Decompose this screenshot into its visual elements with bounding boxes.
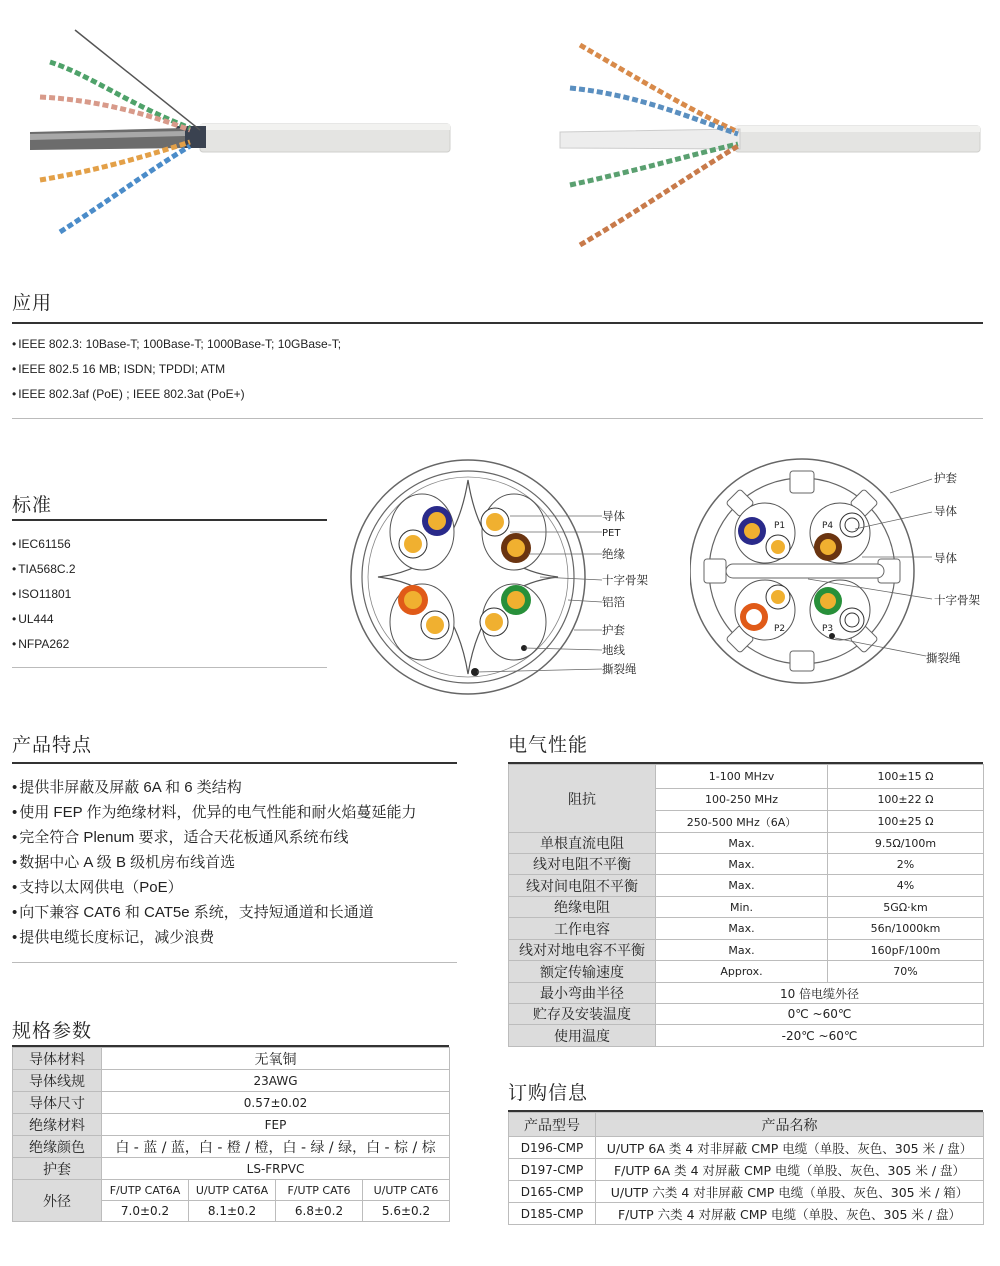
- param-value: 70%: [828, 961, 984, 983]
- table-row: [509, 983, 984, 1004]
- table-row: [13, 1070, 450, 1092]
- label-jacket: 护套: [934, 471, 957, 485]
- spec-label: 导体材料: [13, 1048, 102, 1070]
- label-conductor: 导体: [934, 504, 957, 518]
- table-row: [509, 1137, 984, 1159]
- param-cond: Approx.: [656, 961, 828, 983]
- impedance-freq: 1-100 MHzv: [656, 765, 828, 789]
- param-value: 10 倍电缆外径: [656, 983, 984, 1004]
- model-cell: D196-CMP: [509, 1137, 596, 1159]
- table-row: [509, 1203, 984, 1225]
- od-value: 8.1±0.2: [189, 1201, 276, 1222]
- table-row: [13, 1180, 450, 1201]
- cable-photos: [0, 0, 1000, 270]
- electrical-title: 电气性能: [508, 734, 589, 756]
- param-cond: Max.: [656, 833, 828, 854]
- application-list: [12, 332, 341, 407]
- od-value: 6.8±0.2: [276, 1201, 363, 1222]
- table-row: [13, 1048, 450, 1070]
- list-item: • 提供非屏蔽及屏蔽 6A 和 6 类结构: [12, 775, 417, 800]
- header-name: 产品名称: [596, 1113, 984, 1137]
- od-type: U/UTP CAT6: [363, 1180, 450, 1201]
- spec-label: 导体尺寸: [13, 1092, 102, 1114]
- name-cell: F/UTP 六类 4 对屏蔽 CMP 电缆（单股、灰色、305 米 / 盘）: [596, 1203, 984, 1225]
- spec-value: 23AWG: [102, 1070, 450, 1092]
- param-cond: Max.: [656, 918, 828, 940]
- spec-label: 护套: [13, 1158, 102, 1180]
- od-value: 7.0±0.2: [102, 1201, 189, 1222]
- list-item: • 向下兼容 CAT6 和 CAT5e 系统，支持短通道和长通道: [12, 900, 417, 925]
- param-label: 线对对地电容不平衡: [509, 940, 656, 961]
- header-model: 产品型号: [509, 1113, 596, 1137]
- od-value: 5.6±0.2: [363, 1201, 450, 1222]
- standards-rule: [12, 519, 327, 521]
- list-item: • 使用 FEP 作为绝缘材料，优异的电气性能和耐火焰蔓延能力: [12, 800, 417, 825]
- impedance-value: 100±25 Ω: [828, 811, 984, 833]
- param-value: 5GΩ·km: [828, 897, 984, 918]
- table-row: [509, 897, 984, 918]
- table-row: [13, 1158, 450, 1180]
- list-item: • 支持以太网供电（PoE）: [12, 875, 417, 900]
- param-cond: Max.: [656, 854, 828, 875]
- label-foil: 铝箔: [602, 595, 625, 609]
- param-label: 使用温度: [509, 1025, 656, 1047]
- list-item: • ISO11801: [12, 582, 76, 607]
- param-label: 线对间电阻不平衡: [509, 875, 656, 897]
- spec-value: FEP: [102, 1114, 450, 1136]
- table-row: [509, 961, 984, 983]
- param-cond: Max.: [656, 875, 828, 897]
- impedance-freq: 250-500 MHz（6A）: [656, 811, 828, 833]
- param-value: 4%: [828, 875, 984, 897]
- specs-table: [12, 1047, 450, 1222]
- model-cell: D197-CMP: [509, 1159, 596, 1181]
- standards-list: [12, 532, 76, 657]
- list-item: • IEEE 802.3af (PoE) ; IEEE 802.3at (PoE+): [12, 382, 341, 407]
- shielded-cross-section: [340, 450, 670, 710]
- table-row: [13, 1092, 450, 1114]
- param-value: -20℃ ~60℃: [656, 1025, 984, 1047]
- features-bottom-rule: [12, 962, 457, 963]
- label-insulation: 绝缘: [602, 547, 625, 561]
- param-label: 绝缘电阻: [509, 897, 656, 918]
- electrical-table: [508, 764, 984, 1047]
- list-item: • 完全符合 Plenum 要求，适合天花板通风系统布线: [12, 825, 417, 850]
- label-jacket: 护套: [602, 623, 625, 637]
- param-label: 线对电阻不平衡: [509, 854, 656, 875]
- spec-label-od: 外径: [13, 1180, 102, 1222]
- list-item: • IEEE 802.5 16 MB; ISDN; TPDDI; ATM: [12, 357, 341, 382]
- table-row: [13, 1136, 450, 1158]
- impedance-freq: 100-250 MHz: [656, 789, 828, 811]
- spec-value: 0.57±0.02: [102, 1092, 450, 1114]
- param-value: 9.5Ω/100m: [828, 833, 984, 854]
- param-label: 贮存及安装温度: [509, 1004, 656, 1025]
- list-item: • TIA568C.2: [12, 557, 76, 582]
- standards-title: 标准: [12, 494, 53, 516]
- param-value: 160pF/100m: [828, 940, 984, 961]
- spec-value: LS-FRPVC: [102, 1158, 450, 1180]
- param-label: 单根直流电阻: [509, 833, 656, 854]
- table-row: [509, 918, 984, 940]
- features-rule: [12, 762, 457, 764]
- features-list: [12, 775, 417, 950]
- pair-label-p4: P4: [822, 521, 834, 531]
- unshielded-cable-image: [560, 45, 980, 245]
- spec-value: 无氧铜: [102, 1048, 450, 1070]
- param-label: 工作电容: [509, 918, 656, 940]
- param-value: 2%: [828, 854, 984, 875]
- table-row: [509, 833, 984, 854]
- pair-label-p3: P3: [822, 624, 834, 634]
- table-row: [509, 1025, 984, 1047]
- list-item: • 提供电缆长度标记，减少浪费: [12, 925, 417, 950]
- label-pet: PET: [602, 528, 621, 539]
- impedance-value: 100±15 Ω: [828, 765, 984, 789]
- specs-title: 规格参数: [12, 1020, 93, 1042]
- name-cell: U/UTP 6A 类 4 对非屏蔽 CMP 电缆（单股、灰色、305 米 / 盘）: [596, 1137, 984, 1159]
- ordering-title: 订购信息: [508, 1082, 589, 1104]
- param-cond: Min.: [656, 897, 828, 918]
- param-cond: Max.: [656, 940, 828, 961]
- model-cell: D185-CMP: [509, 1203, 596, 1225]
- label-drain-wire: 地线: [602, 643, 625, 657]
- standards-bottom-rule: [12, 667, 327, 668]
- param-label: 最小弯曲半径: [509, 983, 656, 1004]
- param-label: 额定传输速度: [509, 961, 656, 983]
- table-header-row: [509, 1113, 984, 1137]
- od-type: U/UTP CAT6A: [189, 1180, 276, 1201]
- name-cell: F/UTP 6A 类 4 对屏蔽 CMP 电缆（单股、灰色、305 米 / 盘）: [596, 1159, 984, 1181]
- spec-value: 白 - 蓝 / 蓝，白 - 橙 / 橙，白 - 绿 / 绿，白 - 棕 / 棕: [102, 1136, 450, 1158]
- table-row: [509, 854, 984, 875]
- table-row: [509, 1181, 984, 1203]
- table-row: [509, 875, 984, 897]
- unshielded-cross-section: [690, 455, 1000, 695]
- impedance-value: 100±22 Ω: [828, 789, 984, 811]
- pair-label-p1: P1: [774, 521, 786, 531]
- spec-label: 绝缘颜色: [13, 1136, 102, 1158]
- shielded-cable-image: [30, 30, 450, 232]
- table-row: [509, 940, 984, 961]
- od-type: F/UTP CAT6: [276, 1180, 363, 1201]
- label-conductor: 导体: [602, 509, 625, 523]
- label-ripcord: 撕裂绳: [602, 662, 637, 676]
- application-bottom-rule: [12, 418, 983, 419]
- label-conductor-2: 导体: [934, 551, 957, 565]
- table-row: [509, 1159, 984, 1181]
- param-value: 56n/1000km: [828, 918, 984, 940]
- list-item: • 数据中心 A 级 B 级机房布线首选: [12, 850, 417, 875]
- features-title: 产品特点: [12, 734, 93, 756]
- list-item: • IEEE 802.3: 10Base-T; 100Base-T; 1000Base-T; 10GBase-T;: [12, 332, 341, 357]
- param-value: 0℃ ~60℃: [656, 1004, 984, 1025]
- application-title: 应用: [12, 292, 53, 314]
- list-item: • IEC61156: [12, 532, 76, 557]
- spec-label: 绝缘材料: [13, 1114, 102, 1136]
- od-type: F/UTP CAT6A: [102, 1180, 189, 1201]
- table-row: [13, 1114, 450, 1136]
- impedance-label: 阻抗: [509, 765, 656, 833]
- spec-label: 导体线规: [13, 1070, 102, 1092]
- label-cross-filler: 十字骨架: [934, 593, 980, 607]
- application-rule: [12, 322, 983, 324]
- table-row: [509, 1004, 984, 1025]
- model-cell: D165-CMP: [509, 1181, 596, 1203]
- list-item: • UL444: [12, 607, 76, 632]
- list-item: • NFPA262: [12, 632, 76, 657]
- table-row: [509, 765, 984, 789]
- label-cross-filler: 十字骨架: [602, 573, 648, 587]
- ordering-table: [508, 1112, 984, 1225]
- pair-label-p2: P2: [774, 624, 786, 634]
- name-cell: U/UTP 六类 4 对非屏蔽 CMP 电缆（单股、灰色、305 米 / 箱）: [596, 1181, 984, 1203]
- label-ripcord: 撕裂绳: [926, 651, 961, 665]
